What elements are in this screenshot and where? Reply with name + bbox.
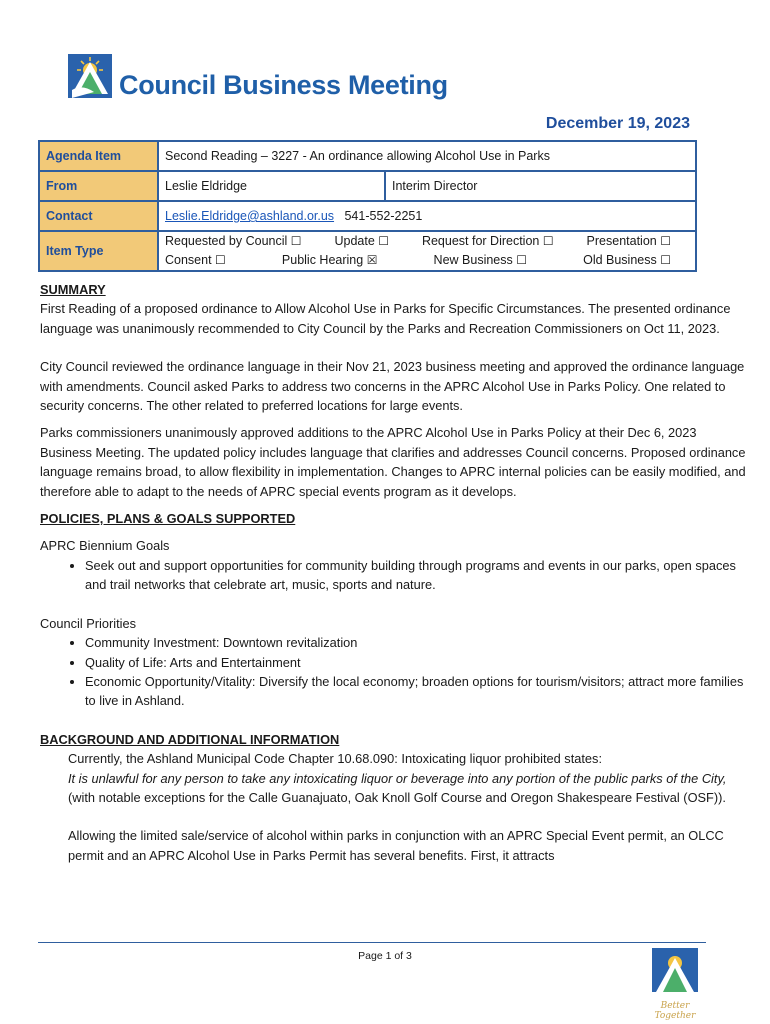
checkbox-request-for-direction[interactable]: ☐	[542, 234, 554, 248]
aprc-goals-list	[40, 556, 746, 595]
code-quote-italic: It is unlawful for any person to take any intoxicating liquor or beverage into any portion of the public parks of the City,	[68, 770, 727, 786]
from-title: Interim Director	[385, 171, 696, 201]
city-logo-icon	[68, 54, 112, 98]
contact-phone: 541-552-2251	[344, 209, 423, 223]
checkbox-requested-by-council[interactable]: ☐	[290, 234, 302, 248]
item-type-public-hearing: Public Hearing	[281, 253, 364, 267]
from-label: From	[39, 171, 158, 201]
footer-tagline: Better Together	[654, 1001, 696, 1021]
contact-email-link[interactable]: Leslie.Eldridge@ashland.or.us	[165, 209, 335, 223]
from-name: Leslie Eldridge	[158, 171, 385, 201]
item-type-old-business: Old Business	[583, 253, 657, 267]
list-item: • Community Investment: Downtown revitalization	[85, 633, 746, 652]
item-type-request-for-direction: Request for Direction	[421, 234, 540, 248]
summary-paragraph-2: City Council reviewed the ordinance language in their Nov 21, 2023 business meeting and approved the ordinance language with amendments. Council asked Parks to address two concerns in the APRC Alcohol Use in Parks Policy. One related to security concerns. The other related to preferred locations for large events.	[40, 359, 745, 414]
background-section	[40, 749, 746, 865]
agenda-info-table	[38, 140, 697, 272]
summary-heading: SUMMARY	[40, 282, 106, 297]
item-type-consent: Consent	[165, 253, 212, 267]
page-number: Page 1 of 3	[358, 950, 412, 962]
meeting-date: December 19, 2023	[545, 115, 690, 132]
policies-heading: POLICIES, PLANS & GOALS SUPPORTED	[40, 511, 296, 527]
item-type-label: Item Type	[39, 231, 158, 271]
checkbox-presentation[interactable]: ☐	[660, 234, 671, 248]
summary-paragraph-3: Parks commissioners unanimously approved additions to the APRC Alcohol Use in Parks Policy at their Dec 6, 2023 Business Meeting. The updated policy includes language that clarifies and addresses Council concerns. Proposed ordinance language remains broad, to allow flexibility in implementation. Changes to APRC internal policies can be easily modified, and therefore able to adapt to the needs of APRC special events program as it develops.	[40, 425, 746, 499]
checkbox-public-hearing[interactable]: ☒	[366, 253, 378, 267]
footer-divider	[38, 942, 706, 943]
checkbox-consent[interactable]: ☐	[215, 253, 226, 267]
list-item: • Quality of Life: Arts and Entertainment	[85, 653, 746, 672]
contact-label: Contact	[39, 201, 158, 231]
item-type-requested-by-council: Requested by Council	[165, 234, 288, 248]
item-type-cell	[158, 231, 696, 271]
council-priorities-list	[40, 633, 746, 711]
item-type-presentation: Presentation	[586, 234, 657, 248]
summary-paragraph-1: First Reading of a proposed ordinance to Allow Alcohol Use in Parks for Specific Circumstances. The presented ordinance language was unanimously recommended to City Council by the Parks and Recreation Commissioners on Oct 11, 2023.	[40, 301, 731, 336]
contact-cell	[158, 201, 696, 231]
code-quote-rest: (with notable exceptions for the Calle Guanajuato, Oak Knoll Golf Course and Oregon Shakespeare Festival (OSF)).	[68, 789, 726, 805]
background-heading: BACKGROUND AND ADDITIONAL INFORMATION	[40, 731, 340, 747]
list-item: • Economic Opportunity/Vitality: Diversify the local economy; broaden options for tourism/visitors; attract more families to live in Ashland.	[85, 672, 746, 711]
aprc-goals-title: APRC Biennium Goals	[40, 538, 170, 554]
background-paragraph-2: Allowing the limited sale/service of alcohol within parks in conjunction with an APRC Special Event permit, an OLCC permit and an APRC Alcohol Use in Parks Permit has several benefits. First, it attracts	[68, 828, 724, 863]
footer-badge	[648, 948, 702, 1021]
council-priorities-title: Council Priorities	[40, 615, 137, 631]
footer-logo-icon	[648, 948, 702, 994]
document-body	[40, 280, 746, 865]
checkbox-update[interactable]: ☐	[378, 234, 390, 248]
list-item: • Seek out and support opportunities for community building through programs and events in our parks, open spaces and trail networks that celebrate art, music, sports and nature.	[85, 556, 746, 595]
agenda-item-value: Second Reading – 3227 - An ordinance allowing Alcohol Use in Parks	[158, 141, 696, 171]
item-type-new-business: New Business	[433, 253, 513, 267]
agenda-item-label: Agenda Item	[39, 141, 158, 171]
item-type-update: Update	[334, 234, 375, 248]
background-intro: Currently, the Ashland Municipal Code Chapter 10.68.090: Intoxicating liquor prohibited states:	[68, 751, 602, 767]
checkbox-old-business[interactable]: ☐	[660, 253, 671, 267]
background-quote	[68, 769, 746, 808]
page-title: Council Business Meeting	[119, 70, 448, 100]
checkbox-new-business[interactable]: ☐	[516, 253, 527, 267]
